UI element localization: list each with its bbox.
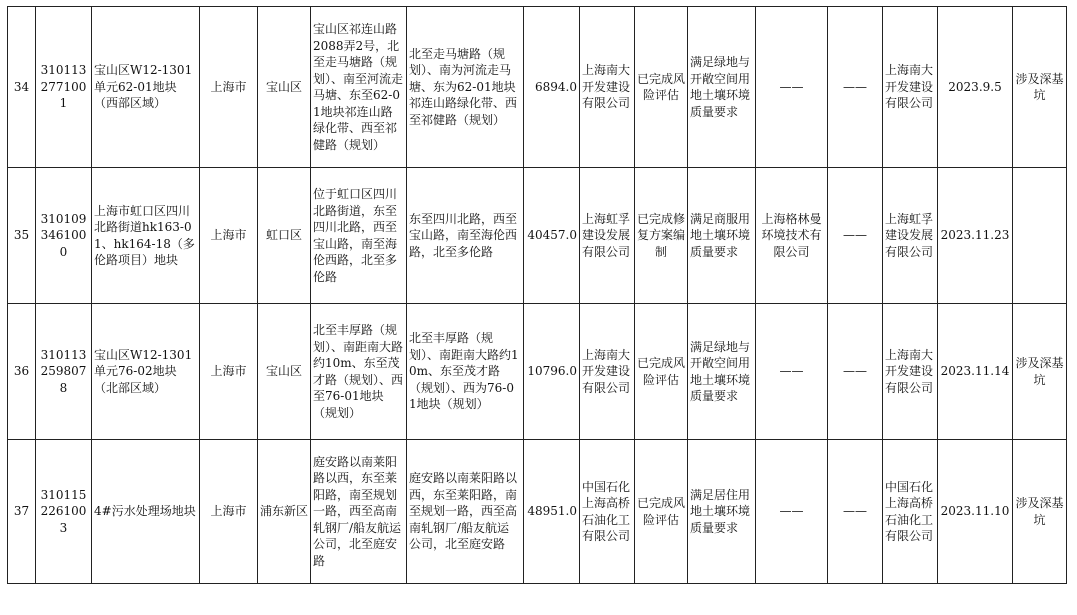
site-name: 宝山区W12-1301单元62-01地块（西部区域） [92,7,200,168]
boundary: 东至四川北路，西至宝山路，南至海伦西路，北至多伦路 [407,168,524,304]
owner: 上海虹孚建设发展有限公司 [580,168,635,304]
boundary: 北至丰厚路（规划）、南距南大路约10m、东至茂才路（规划）、西为76-01地块（规划） [407,304,524,440]
developer: 上海南大开发建设有限公司 [883,304,938,440]
status: 已完成修复方案编制 [635,168,688,304]
site-name: 4#污水处理场地块 [92,440,200,584]
city: 上海市 [200,304,258,440]
table-row [8,440,1067,584]
site-code: 3101152261003 [36,440,92,584]
table-row [8,304,1067,440]
district: 虹口区 [258,168,311,304]
row-number: 34 [8,7,36,168]
col-12: —— [828,304,883,440]
district: 宝山区 [258,7,311,168]
row-number: 37 [8,440,36,584]
status: 已完成风险评估 [635,304,688,440]
location: 北至丰厚路（规划）、南距南大路约10m、东至茂才路（规划）、西至76-01地块（规划） [311,304,407,440]
date: 2023.9.5 [938,7,1013,168]
row-number: 36 [8,304,36,440]
row-number: 35 [8,168,36,304]
agency: —— [756,304,828,440]
requirement: 满足居住用地土壤环境质量要求 [688,440,756,584]
date: 2023.11.14 [938,304,1013,440]
note: 涉及深基坑 [1013,440,1067,584]
developer: 上海南大开发建设有限公司 [883,7,938,168]
city: 上海市 [200,168,258,304]
area: 10796.0 [524,304,580,440]
requirement: 满足绿地与开敞空间用地土壤环境质量要求 [688,304,756,440]
status: 已完成风险评估 [635,440,688,584]
district: 浦东新区 [258,440,311,584]
boundary: 北至走马塘路（规划）、南为河流走马塘、东为62-01地块祁连山路绿化带、西至祁健路（规划） [407,7,524,168]
requirement: 满足绿地与开敞空间用地土壤环境质量要求 [688,7,756,168]
location: 宝山区祁连山路2088弄2号，北至走马塘路（规划）、南至河流走马塘、东至62-01地块祁连山路绿化带、西至祁健路（规划） [311,7,407,168]
owner: 上海南大开发建设有限公司 [580,7,635,168]
col-12: —— [828,168,883,304]
col-12: —— [828,7,883,168]
district: 宝山区 [258,304,311,440]
site-name: 宝山区W12-1301单元76-02地块（北部区域） [92,304,200,440]
date: 2023.11.23 [938,168,1013,304]
agency: 上海格林曼环境技术有限公司 [756,168,828,304]
note [1013,168,1067,304]
city: 上海市 [200,440,258,584]
boundary: 庭安路以南莱阳路以西，东至莱阳路，南至规划一路，西至高南轧钢厂/船友航运公司，北至庭安路 [407,440,524,584]
site-code: 3101132771001 [36,7,92,168]
note: 涉及深基坑 [1013,7,1067,168]
agency: —— [756,7,828,168]
area: 48951.0 [524,440,580,584]
table-row [8,168,1067,304]
site-code: 3101093461000 [36,168,92,304]
status: 已完成风险评估 [635,7,688,168]
location: 庭安路以南莱阳路以西，东至莱阳路，南至规划一路，西至高南轧钢厂/船友航运公司，北至庭安路 [311,440,407,584]
owner: 中国石化上海高桥石油化工有限公司 [580,440,635,584]
developer: 中国石化上海高桥石油化工有限公司 [883,440,938,584]
owner: 上海南大开发建设有限公司 [580,304,635,440]
site-code: 3101132598078 [36,304,92,440]
site-table [7,6,1067,584]
area: 6894.0 [524,7,580,168]
site-name: 上海市虹口区四川北路街道hk163-01、hk164-18（多伦路项目）地块 [92,168,200,304]
agency: —— [756,440,828,584]
col-12: —— [828,440,883,584]
requirement: 满足商服用地土壤环境质量要求 [688,168,756,304]
city: 上海市 [200,7,258,168]
area: 40457.0 [524,168,580,304]
location: 位于虹口区四川北路街道，东至四川北路，西至宝山路，南至海伦西路，北至多伦路 [311,168,407,304]
table-row [8,7,1067,168]
date: 2023.11.10 [938,440,1013,584]
note: 涉及深基坑 [1013,304,1067,440]
developer: 上海虹孚建设发展有限公司 [883,168,938,304]
